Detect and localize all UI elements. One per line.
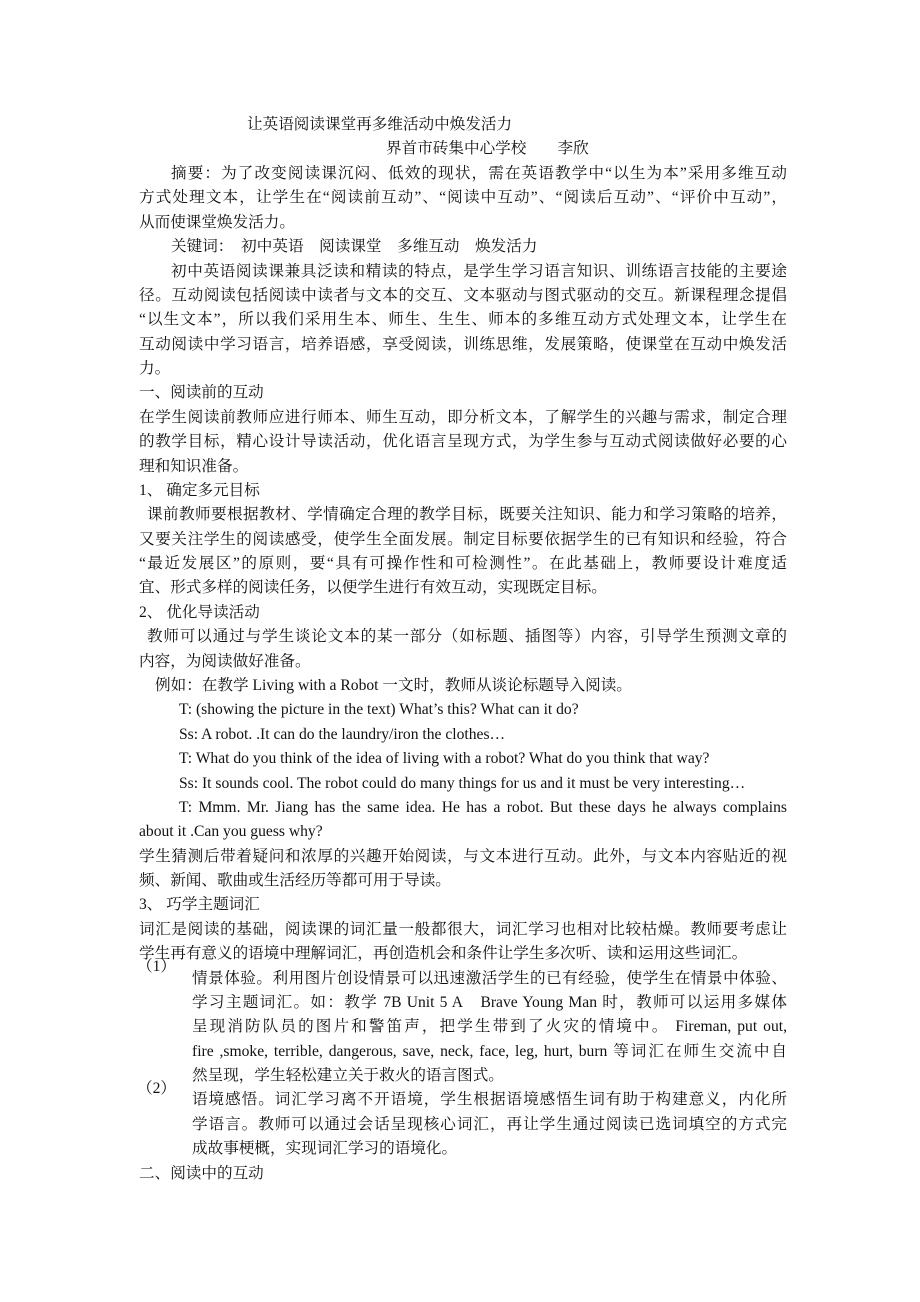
text-line: 互动阅读中学习语言，培养语感，享受阅读，训练思维，发展策略，使课堂在互动中焕发活 xyxy=(139,335,787,353)
text-line: 初中英语阅读课兼具泛读和精读的特点，是学生学习语言知识、训练语言技能的主要途 xyxy=(171,262,787,280)
text-line: 方式处理文本，让学生在“阅读前互动”、“阅读中互动”、“阅读后互动”、“评价中互动”， xyxy=(139,189,787,207)
text-line: T: Mmm. Mr. Jiang has the same idea. He has a robot. But these days he always complains xyxy=(179,798,787,816)
text-line: 成故事梗概，实现词汇学习的语境化。 xyxy=(192,1140,458,1158)
text-line: 二、阅读中的互动 xyxy=(139,1164,264,1182)
text-line: “以生文本”，所以我们采用生本、师生、生生、师本的多维互动方式处理文本，让学生在 xyxy=(139,311,787,329)
text-line: 语境感悟。词汇学习离不开语境，学生根据语境感悟生词有助于构建意义，内化所 xyxy=(192,1091,787,1109)
text-line: 关键词： 初中英语 阅读课堂 多维互动 焕发活力 xyxy=(171,238,538,256)
text-line: 从而使课堂焕发活力。 xyxy=(139,213,295,231)
text-line: “最近发展区”的原则，要“具有可操作性和可检测性”。在此基础上，教师要设计难度适 xyxy=(139,555,787,573)
document-title: 让英语阅读课堂再多维活动中焕发活力 xyxy=(247,116,513,133)
text-line: 呈现消防队员的图片和警笛声，把学生带到了火灾的情境中。 Fireman, put out, xyxy=(192,1018,787,1036)
text-line: 1、 确定多元目标 xyxy=(139,481,260,499)
text-line: 教师可以通过与学生谈论文本的某一部分（如标题、插图等）内容，引导学生预测文章的 xyxy=(147,628,787,646)
text-line: 学习主题词汇。如：教学 7B Unit 5 A Brave Young Man 时，教师可以运用多媒体 xyxy=(192,993,787,1011)
list-label-1: （1） xyxy=(137,958,176,975)
text-line: 的教学目标，精心设计导读活动，优化语言呈现方式，为学生参与互动式阅读做好必要的心 xyxy=(139,433,787,451)
text-line: 又要关注学生的阅读感受，使学生全面发展。制定目标要依据学生的已有知识和经验，符合 xyxy=(139,530,787,548)
text-line: T: (showing the picture in the text) What’s this? What can it do? xyxy=(179,701,579,719)
text-line: 例如：在教学 Living with a Robot 一文时，教师从谈论标题导入阅读。 xyxy=(155,676,632,694)
text-line: 学语言。教师可以通过会话呈现核心词汇，再让学生通过阅读已选词填空的方式完 xyxy=(192,1115,787,1133)
text-line: 摘要：为了改变阅读课沉闷、低效的现状，需在英语教学中“以生为本”采用多维互动 xyxy=(171,165,787,182)
text-line: 学生再有意义的语境中理解词汇，再创造机会和条件让学生多次听、读和运用这些词汇。 xyxy=(139,945,748,963)
text-line: T: What do you think of the idea of living with a robot? What do you think that way? xyxy=(179,750,710,768)
author-line: 界首市砖集中心学校 李欣 xyxy=(386,140,589,157)
text-line: 在学生阅读前教师应进行师本、师生互动，即分析文本，了解学生的兴趣与需求，制定合理 xyxy=(139,408,787,426)
text-line: 频、新闻、歌曲或生活经历等都可用于导读。 xyxy=(139,872,451,890)
text-line: Ss: It sounds cool. The robot could do many things for us and it must be very interesting… xyxy=(179,774,746,792)
text-line: 课前教师要根据教材、学情确定合理的教学目标，既要关注知识、能力和学习策略的培养， xyxy=(147,506,787,524)
text-line: 3、 巧学主题词汇 xyxy=(139,896,260,914)
list-label-2: （2） xyxy=(137,1080,176,1097)
text-line: 情景体验。利用图片创设情景可以迅速激活学生的已有经验，使学生在情景中体验、 xyxy=(192,969,787,987)
text-line: 内容，为阅读做好准备。 xyxy=(139,652,311,670)
text-line: 径。互动阅读包括阅读中读者与文本的交互、文本驱动与图式驱动的交互。新课程理念提倡 xyxy=(139,286,787,304)
text-line: 理和知识准备。 xyxy=(139,457,249,475)
text-line: Ss: A robot. .It can do the laundry/iron the clothes… xyxy=(179,725,506,743)
text-line: 2、 优化导读活动 xyxy=(139,603,260,621)
text-line: 然呈现，学生轻松建立关于救火的语言图式。 xyxy=(192,1067,504,1085)
text-line: 一、阅读前的互动 xyxy=(139,384,264,402)
text-line: about it .Can you guess why? xyxy=(139,823,323,841)
text-line: 词汇是阅读的基础，阅读课的词汇量一般都很大，词汇学习也相对比较枯燥。教师要考虑让 xyxy=(139,920,787,938)
text-line: 力。 xyxy=(139,360,171,378)
text-line: 宜、形式多样的阅读任务，以便学生进行有效互动，实现既定目标。 xyxy=(139,579,607,597)
text-line: fire ,smoke, terrible, dangerous, save, neck, face, leg, hurt, burn 等词汇在师生交流中自 xyxy=(192,1042,787,1060)
text-line: 学生猜测后带着疑问和浓厚的兴趣开始阅读，与文本进行互动。此外，与文本内容贴近的视 xyxy=(139,847,787,865)
